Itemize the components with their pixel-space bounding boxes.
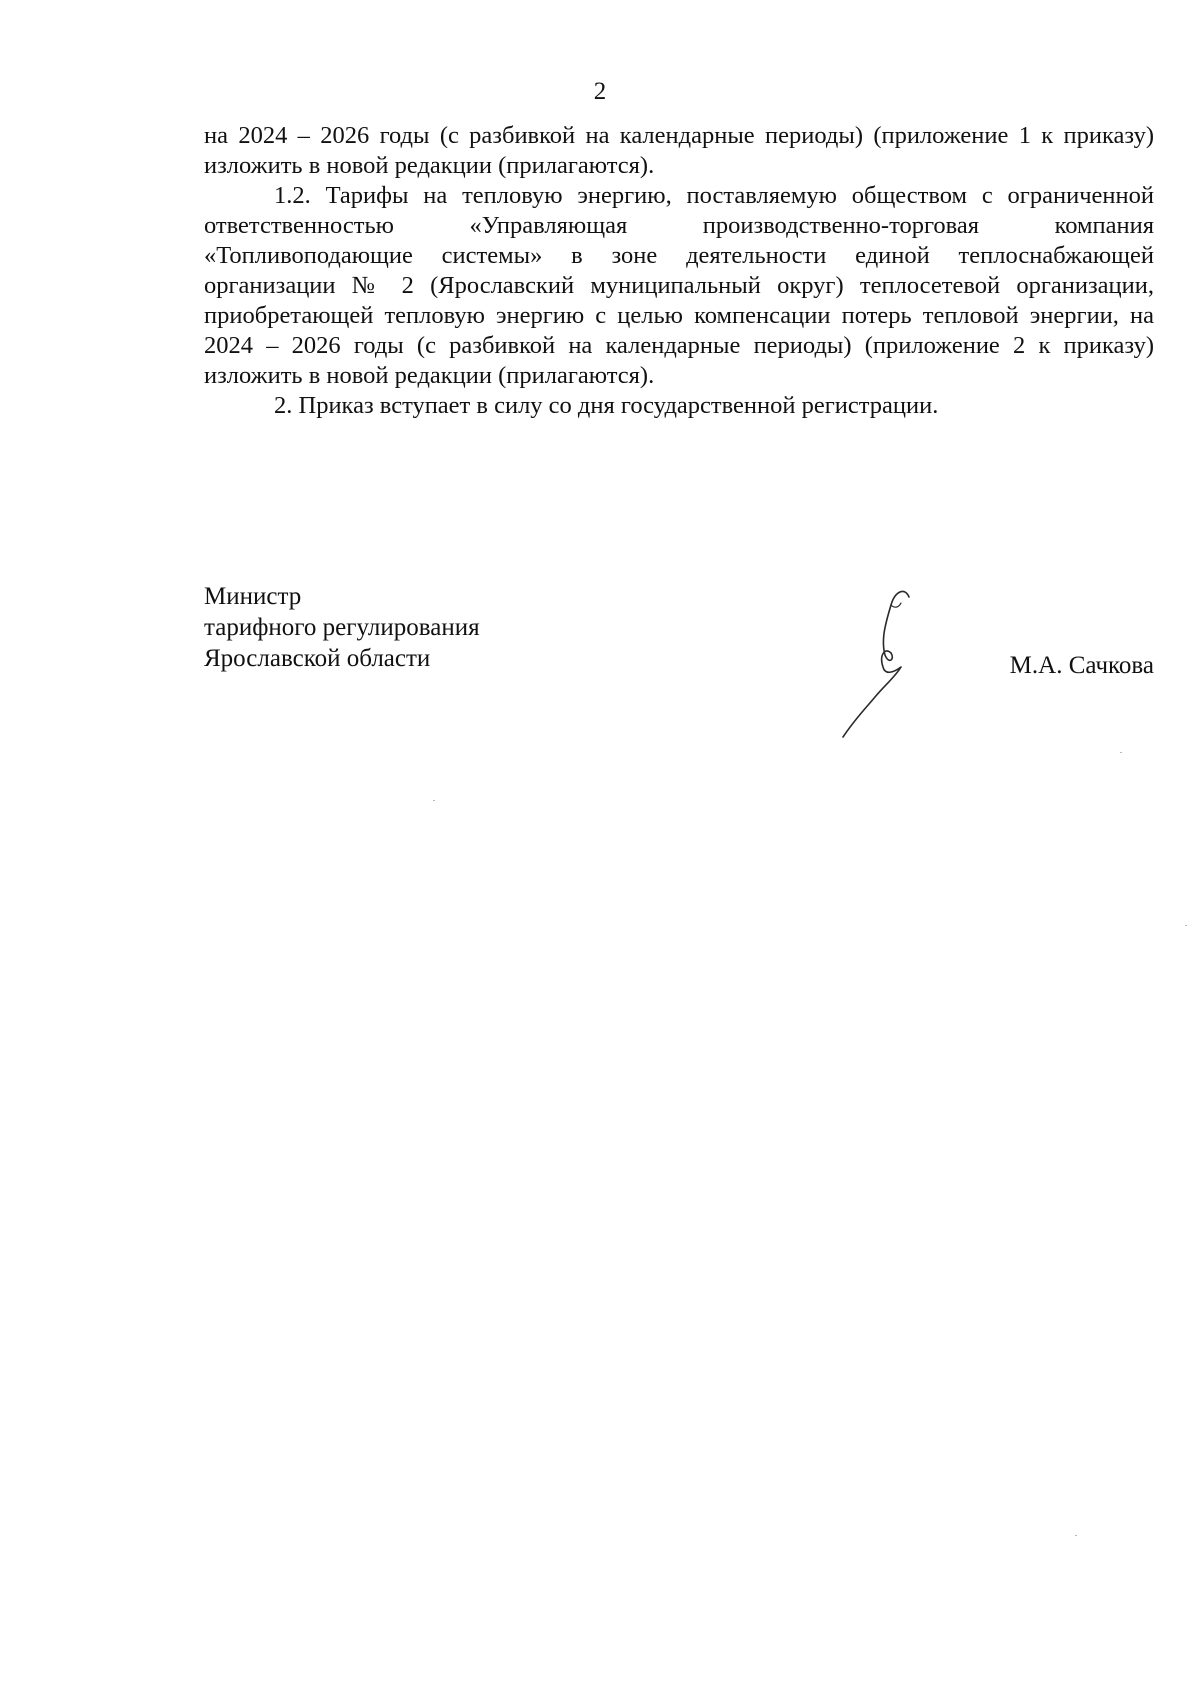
signatory-title-line: тарифного регулирования xyxy=(204,614,480,641)
paragraph-continuation: на 2024 – 2026 годы (с разбивкой на календарные периоды) (приложение 1 к приказу) изложить в новой редакции (прилагаются). xyxy=(204,122,1154,179)
signatory-name: М.А. Сачкова xyxy=(1009,652,1154,679)
scan-speck xyxy=(1075,1535,1077,1536)
scan-speck xyxy=(1185,925,1187,926)
handwritten-signature-icon xyxy=(835,585,945,745)
scan-speck xyxy=(433,800,435,801)
document-body xyxy=(204,121,1154,421)
paragraph-2: 2. Приказ вступает в силу со дня государственной регистрации. xyxy=(274,392,939,419)
scan-speck xyxy=(1120,752,1122,753)
page-number: 2 xyxy=(593,78,607,105)
signatory-title-line: Министр xyxy=(204,583,302,610)
signatory-title-line: Ярославской области xyxy=(204,645,431,672)
signatory-title xyxy=(204,581,480,674)
paragraph-1-2: 1.2. Тарифы на тепловую энергию, поставляемую обществом с ограниченной ответственностью «Управляющая производственно-торговая компания «Топливоподающие системы» в зоне деятельности единой теплоснабжающей организации № 2 (Ярославский муниципальный округ) теплосетевой организации, приобретающей тепловую энергию с целью компенсации потерь тепловой энергии, на 2024 – 2026 годы (с разбивкой на календарные периоды) (приложение 2 к приказу) изложить в новой редакции (прилагаются). xyxy=(204,182,1154,389)
